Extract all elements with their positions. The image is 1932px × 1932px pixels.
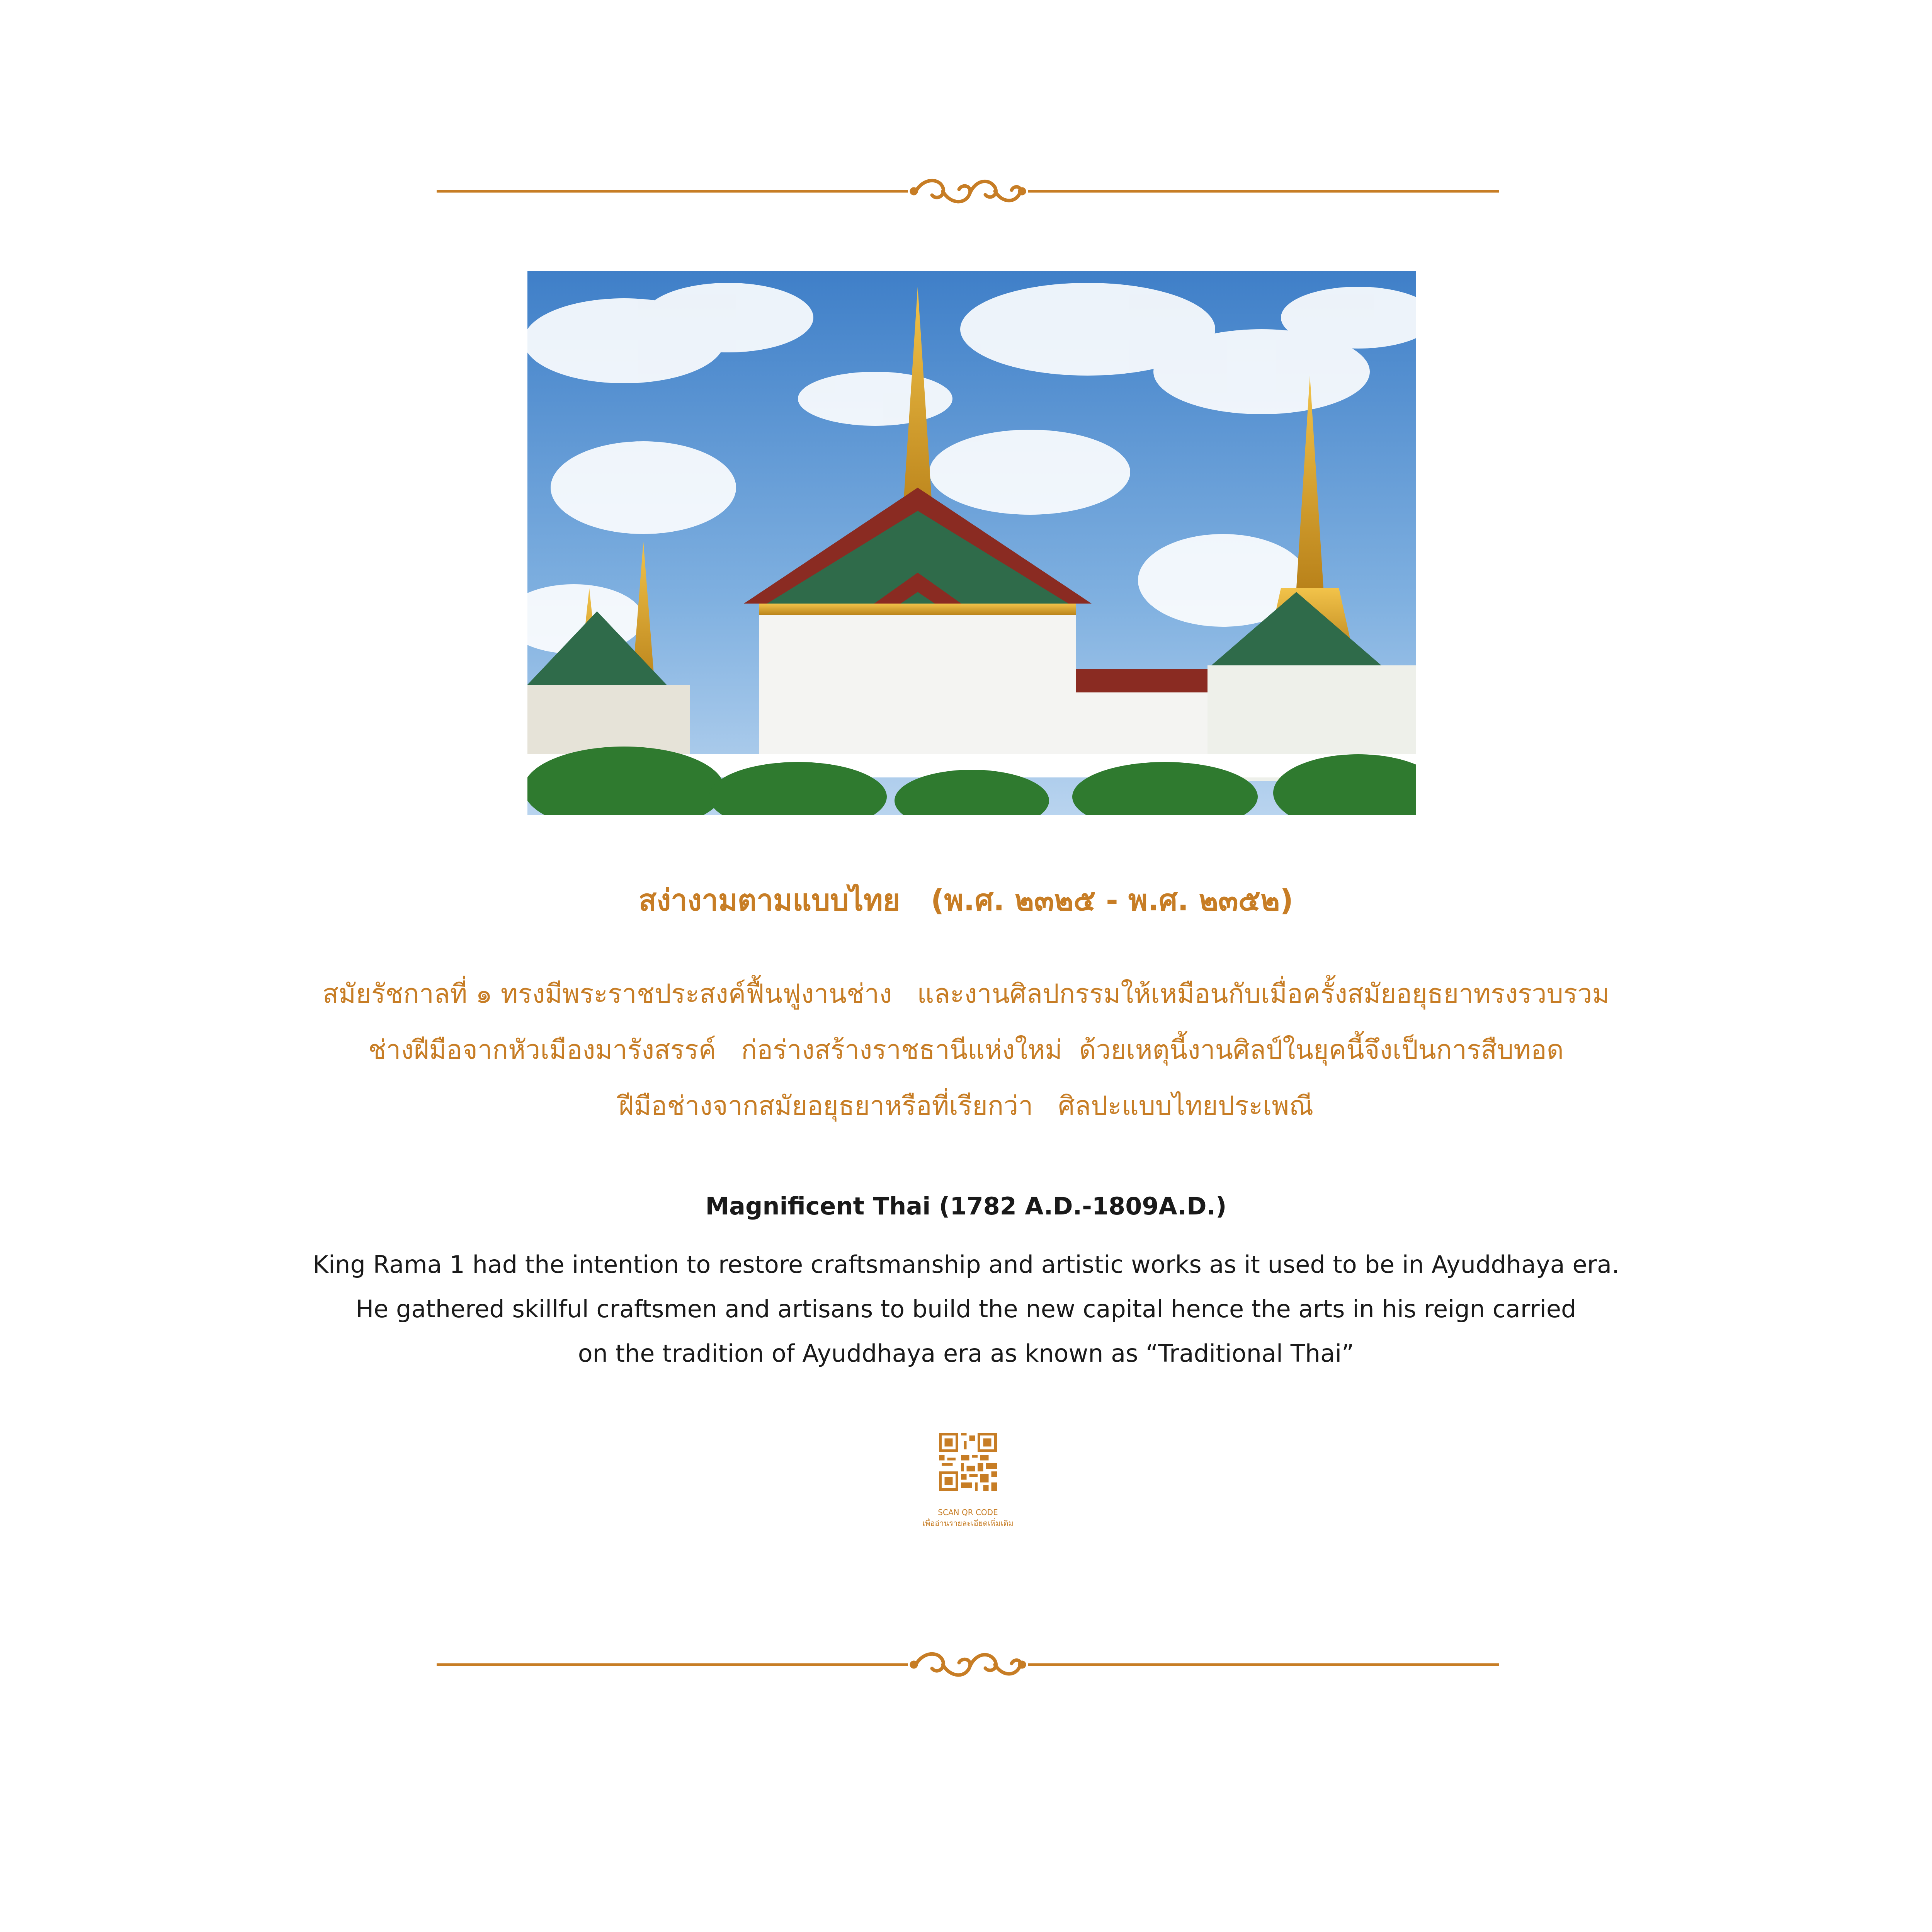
thai-heading: สง่างามตามแบบไทย (พ.ศ. ๒๓๒๕ - พ.ศ. ๒๓๕๒): [638, 883, 1294, 917]
english-paragraph: [0, 1242, 1932, 1376]
ornamental-scroll-icon: [437, 1643, 1499, 1686]
qr-code-icon[interactable]: [939, 1433, 997, 1491]
ornamental-scroll-icon: [437, 170, 1499, 213]
thai-paragraph: [0, 966, 1932, 1134]
english-line: He gathered skillful craftsmen and artisans to build the new capital hence the arts in his reign carried: [355, 1295, 1577, 1323]
temple-photo: [527, 271, 1416, 815]
top-ornamental-divider: [437, 170, 1499, 213]
bottom-ornamental-divider: [437, 1643, 1499, 1686]
qr-caption-en: SCAN QR CODE: [938, 1508, 998, 1517]
thai-line: ช่างฝีมือจากหัวเมืองมารังสรรค์ ก่อร่างสร้างราชธานีแห่งใหม่ ด้วยเหตุนี้งานศิลป์ในยุคนี้จึงเป็นการสืบทอด: [368, 1035, 1564, 1065]
thai-line: สมัยรัชกาลที่ ๑ ทรงมีพระราชประสงค์ฟื้นฟูงานช่าง และงานศิลปกรรมให้เหมือนกับเมื่อครั้งสมัยอยุธยาทรงรวบรวม: [322, 979, 1610, 1009]
english-line: King Rama 1 had the intention to restore craftsmanship and artistic works as it used to be in Ayuddhaya era.: [313, 1250, 1619, 1279]
qr-caption: [869, 1507, 1066, 1529]
english-line: on the tradition of Ayuddhaya era as known as “Traditional Thai”: [578, 1339, 1354, 1367]
thai-line: ฝีมือช่างจากสมัยอยุธยาหรือที่เรียกว่า ศิลปะแบบไทยประเพณี: [618, 1091, 1314, 1121]
english-heading: Magnificent Thai (1782 A.D.-1809A.D.): [705, 1192, 1227, 1220]
qr-caption-th: เพื่ออ่านรายละเอียดเพิ่มเติม: [922, 1519, 1014, 1528]
